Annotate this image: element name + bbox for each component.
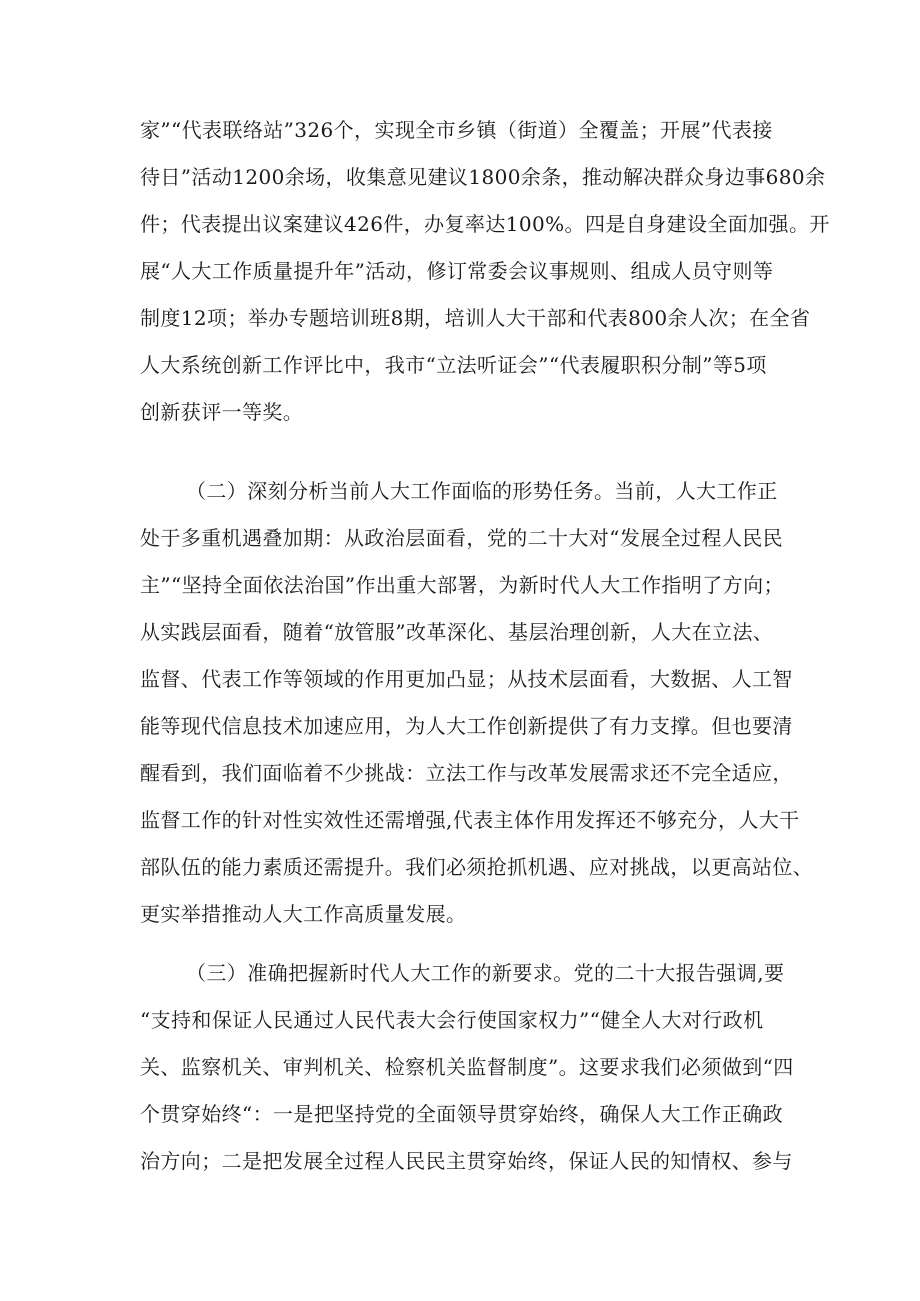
text-line: 待日”活动1200余场，收集意见建议1800余条，推动解决群众身边事680余 [140, 165, 826, 189]
text-line: 从实践层面看，随着“放管服”改革深化、基层治理创新，人大在立法、 [140, 620, 774, 644]
text-line-first: （二）深刻分析当前人大工作面临的形势任务。当前，人大工作正 [186, 479, 778, 503]
text-line: 监督、代表工作等领域的作用更加凸显；从技术层面看，大数据、人工智 [140, 667, 793, 691]
text-line: 家”“代表联络站”326个，实现全市乡镇（街道）全覆盖；开展”代表接 [140, 118, 773, 142]
paragraph-achievements [140, 107, 830, 436]
text-line: 人大系统创新工作评比中，我市“立法听证会”“代表履职积分制”等5项 [140, 353, 767, 377]
text-line: 主”“坚持全面依法治国”作出重大部署，为新时代人大工作指明了方向； [140, 573, 784, 597]
text-line-first: （三）准确把握新时代人大工作的新要求。党的二十大报告强调,要 [186, 961, 785, 985]
text-line: 处于多重机遇叠加期：从政治层面看，党的二十大对“发展全过程人民民 [140, 526, 784, 550]
paragraph-situation-analysis [140, 468, 814, 938]
text-line: 部队伍的能力素质还需提升。我们必须抢抓机遇、应对挑战，以更高站位、 [140, 855, 814, 879]
text-line: “支持和保证人民通过人民代表大会行使国家权力”“健全人大对行政机 [140, 1008, 764, 1032]
text-line: 能等现代信息技术加速应用，为人大工作创新提供了有力支撑。但也要清 [140, 714, 793, 738]
text-line: 监督工作的针对性实效性还需增强,代表主体作用发挥还不够充分，人大干 [140, 808, 800, 832]
paragraph-new-requirements [140, 950, 800, 1185]
text-line: 创新获评一等奖。 [140, 400, 304, 424]
text-line: 关、监察机关、审判机关、检察机关监督制度”。这要求我们必须做到“四 [140, 1055, 794, 1079]
text-line: 制度12项；举办专题培训班8期，培训人大干部和代表800余人次；在全省 [140, 306, 811, 330]
text-line: 治方向；二是把发展全过程人民民主贯穿始终，保证人民的知情权、参与 [140, 1149, 793, 1173]
text-line: 更实举措推动人大工作高质量发展。 [140, 902, 467, 926]
text-line: 个贯穿始终“：一是把坚持党的全面领导贯穿始终，确保人大工作正确政 [140, 1102, 784, 1126]
text-line: 展“人大工作质量提升年”活动，修订常委会议事规则、组成人员守则等 [140, 259, 774, 283]
text-line: 件；代表提出议案建议426件，办复率达100%。四是自身建设全面加强。开 [140, 212, 830, 236]
text-line: 醒看到，我们面临着不少挑战：立法工作与改革发展需求还不完全适应， [140, 761, 793, 785]
